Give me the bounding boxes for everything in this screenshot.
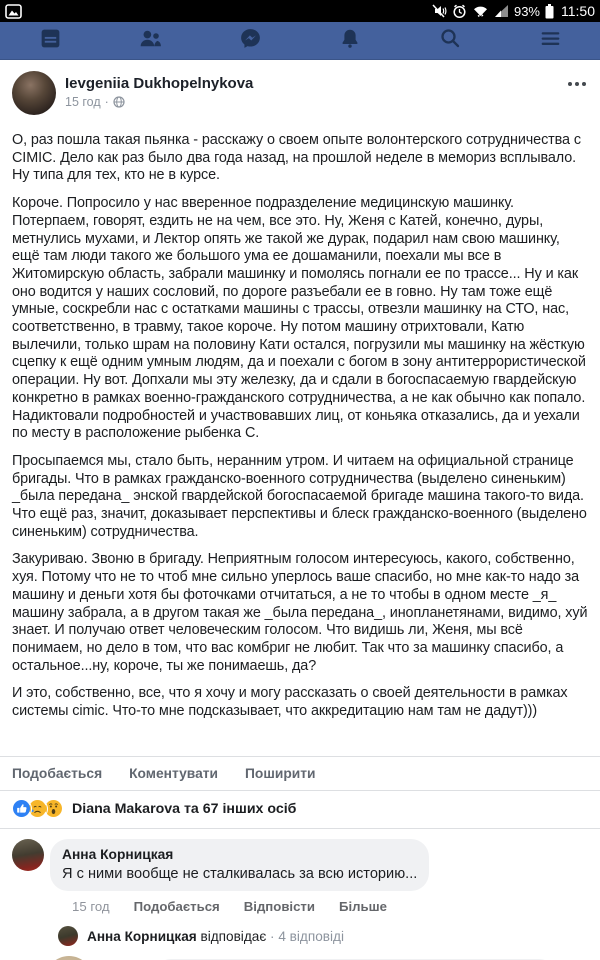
alarm-clock-icon [452,4,467,19]
tab-search[interactable] [400,22,500,59]
hamburger-menu-icon [538,26,563,56]
status-clock: 11:50 [561,3,595,19]
comment-text: Я с ними вообще не сталкивалась за всю историю... [62,866,418,882]
tab-news-feed[interactable] [0,22,100,59]
reactions-row[interactable] [0,791,600,829]
post-options-icon[interactable] [568,82,586,86]
bell-icon [338,26,362,56]
next-comment-avatar[interactable] [45,956,93,960]
next-comment-partial [12,956,588,960]
reaction-icons [12,799,64,819]
comment-like-button[interactable]: Подобається [133,899,220,914]
comment-button[interactable]: Коментувати [129,766,218,781]
search-icon [438,26,462,55]
comments-section [0,829,600,960]
reply-thread-text [87,929,344,944]
comment [12,839,588,891]
facebook-nav-bar [0,22,600,60]
like-button[interactable]: Подобається [12,766,103,781]
post-paragraph: Просыпаемся мы, стало быть, неранним утром. И читаем на официальной странице бригады. Что в рамках гражданско-военного сотрудничества (выделено синеньким) _была передана_ энской гвардейской богоспасаемой бригаде машина такого-то вида. Что ещё раз, значит, доказывает перспективы и блеск гражданско-военного (выделено синеньким) сотрудничества. [12,452,587,540]
reply-author-name[interactable]: Анна Корницкая [87,928,197,944]
post-meta [65,95,253,109]
post-paragraph: Закуриваю. Звоню в бригаду. Неприятным голосом интересуюсь, какого, собственно, хуя. Потому что не то чтоб мне сильно уперлось ваше спасибо, но мне как-то надо за машину и деньги хотя бы фоточками отчитаться, а не то чтобы в одном месте _я_ машину забрала, а в другом такая же _была передана_, инопланетянами, видимо, хуй знает. И получаю ответ человеческим голосом. Что видишь ли, Женя, мы всё понимаем, но дело в том, что вас комбриг не любит. Так что за машинку спасибо, а остальное...ну, короче, ты же понимаешь, да? [12,551,588,674]
messenger-icon [238,26,263,56]
post-timestamp[interactable]: 15 год [65,95,101,109]
battery-icon [545,4,554,19]
wifi-icon [472,4,489,18]
battery-percent: 93% [513,3,540,19]
comment-bubble[interactable] [50,839,429,891]
tab-menu[interactable] [500,22,600,59]
post-body [0,132,600,756]
reactions-summary[interactable]: Diana Makarova та 67 інших осіб [72,801,297,817]
post-action-row [0,756,600,791]
comment-reply-button[interactable]: Відповісти [243,899,315,914]
mute-icon [431,4,447,18]
status-bar [0,0,600,22]
post-paragraph: О, раз пошла такая пьянка - расскажу о своем опыте волонтерского сотрудничества с CIMIC. Дело как раз было два года назад, на прошлой неделе в мемориз всплывало. Ну типа для тех, кто не в курсе. [12,132,581,184]
signal-icon [494,4,509,18]
tab-friend-requests[interactable] [100,22,200,59]
reply-count[interactable]: 4 відповіді [278,928,344,944]
post-paragraph: И это, собственно, все, что я хочу и могу рассказать о своей деятельности в рамках системы cimic. Что-то мне подсказывает, что аккредитацию нам там не дадут))) [12,685,568,720]
author-name[interactable]: Ievgeniia Dukhopelnykova [65,75,254,92]
comment-meta-row [72,899,588,915]
reply-separator: · [270,928,275,944]
like-reaction-icon [12,799,32,819]
comment-timestamp[interactable]: 15 год [72,899,110,914]
comment-author-name[interactable]: Анна Корницкая [62,847,174,862]
friends-icon [137,26,164,56]
reply-thread-row[interactable] [58,926,588,946]
globe-privacy-icon [113,96,125,108]
tab-notifications[interactable] [300,22,400,59]
meta-separator: · [104,95,109,109]
tab-messenger[interactable] [200,22,300,59]
post-header [0,60,600,115]
screenshot-notification-icon [5,4,22,19]
author-avatar[interactable] [12,71,56,115]
reply-author-avatar[interactable] [58,926,78,946]
share-button[interactable]: Поширити [245,766,316,781]
comment-more-button[interactable]: Більше [339,899,387,914]
news-feed-icon [38,26,63,56]
post-paragraph: Короче. Попросило у нас вверенное подразделение медицинскую машинку. Потерпаем, говорят, ездить не на чем, все это. Ну, Женя с Катей, конечно, дуры, метнулись мухами, и Лектор опять же такой же дурак, подарил нам свою машинку, ещё там люди такого же большого ума ее дошаманили, поехали мы все в Житомирскую область, забрали машинку и помолясь погнали ее по трассе... Ну и как оно водится у наших сословий, по дороге разъебали ее в говно. Ну там тоже ещё умные, соскребли нас с остатками машины с трассы, отвезли машинку на СТО, нас, соответственно, в травму, такое короче. Ну потом машину отрихтовали, Катю вылечили, только шрам на половину Кати остался, погрузили мы машинку на жёсткую сцепку к ещё одним умным людям, да и поехали с богом в зону антитеррористической операции. Ну вот. Допхали мы эту железку, да и сдали в богоспасаемую гвардейскую конкретно в рамках военно-гражданского сотрудничества, а не как обычно как попало. Надиктовали подробностей и участвовавших лиц, от коньяка отказались, да и уехали по месту в расположение рыбенка С. [12,195,586,442]
reply-action-label: відповідає [200,928,267,944]
comment-author-avatar[interactable] [12,839,44,871]
